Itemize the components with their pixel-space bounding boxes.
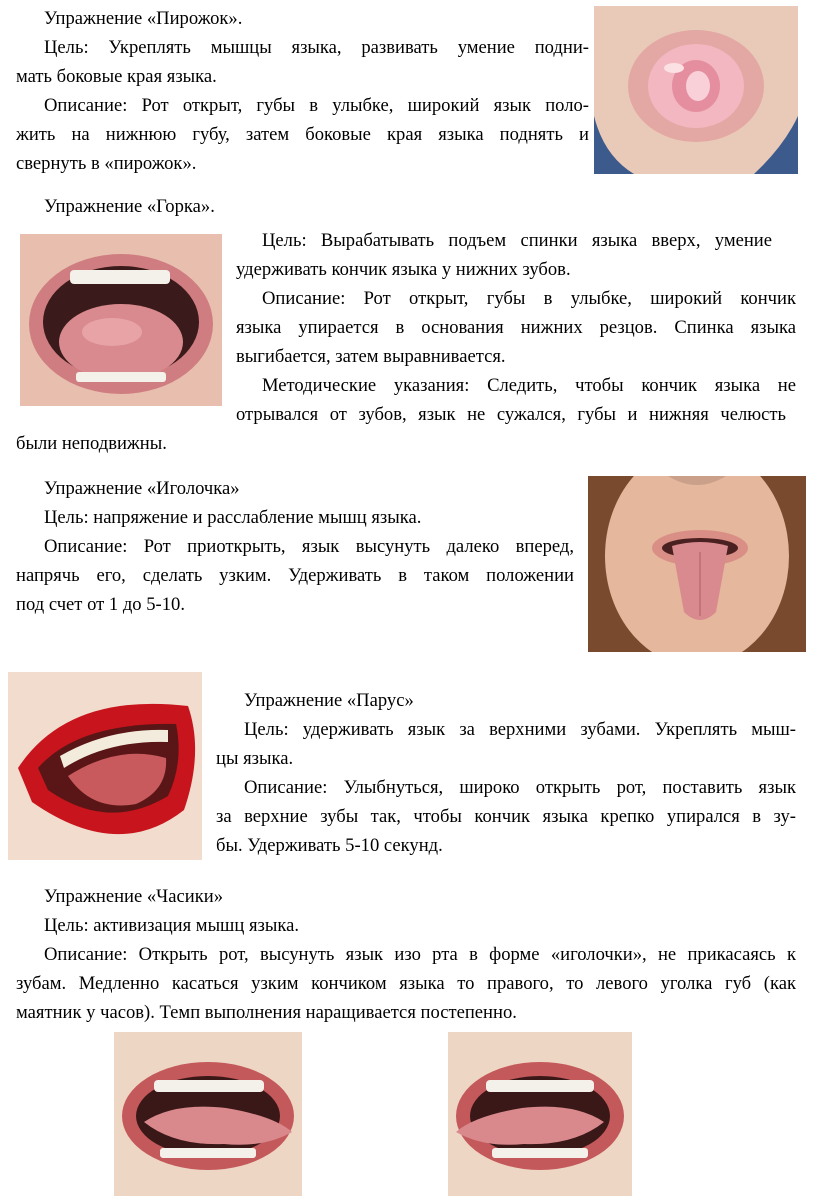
ex4-title: Упражнение «Парус» [244, 690, 414, 711]
ex4-goal-line2: цы языка. [216, 748, 294, 769]
ex4-desc-line3: бы. Удерживать 5-10 секунд. [216, 835, 443, 856]
ex2-note-line1: Методические указания: Следить, чтобы кончик языка не [262, 375, 796, 396]
ex2-goal-line1: Цель: Вырабатывать подъем спинки языка вверх, умение [262, 230, 772, 251]
ex3-photo-igolochka [588, 476, 806, 652]
ex2-note-line2: отрывался от зубов, язык не сужался, губы и нижняя челюсть [236, 404, 786, 425]
ex3-desc-line2: напрячь его, сделать узким. Удерживать в таком положении [16, 565, 574, 586]
ex1-goal-line2: мать боковые края языка. [16, 66, 217, 87]
ex5-photo-chasiki-left [448, 1032, 632, 1196]
ex4-desc-line1: Описание: Улыбнуться, широко открыть рот, поставить язык [244, 777, 796, 798]
ex1-photo-pirozhok [594, 6, 798, 174]
ex2-title: Упражнение «Горка». [44, 196, 215, 217]
ex1-title: Упражнение «Пирожок». [44, 8, 243, 29]
ex3-goal: Цель: напряжение и расслабление мышц языка. [44, 507, 422, 528]
ex2-desc-line2: языка упирается в основания нижних резцов. Спинка языка [236, 317, 796, 338]
ex5-title: Упражнение «Часики» [44, 886, 224, 907]
ex1-desc-line3: свернуть в «пирожок». [16, 153, 197, 174]
ex4-goal-line1: Цель: удерживать язык за верхними зубами. Укреплять мыш- [244, 719, 796, 740]
ex5-desc-line1: Описание: Открыть рот, высунуть язык изо рта в форме «иголочки», не прикасаясь к [44, 944, 796, 965]
ex3-desc-line1: Описание: Рот приоткрыть, язык высунуть далеко вперед, [44, 536, 574, 557]
ex4-desc-line2: за верхние зубы так, чтобы кончик языка крепко упирался в зу- [216, 806, 796, 827]
ex2-desc-line3: выгибается, затем выравнивается. [236, 346, 506, 367]
ex2-photo-gorka [20, 234, 222, 406]
ex5-desc-line3: маятник у часов). Темп выполнения наращивается постепенно. [16, 1002, 517, 1023]
ex3-title: Упражнение «Иголочка» [44, 478, 240, 499]
ex5-goal: Цель: активизация мышц языка. [44, 915, 300, 936]
ex1-goal-line1: Цель: Укреплять мышцы языка, развивать умение подни- [44, 37, 589, 58]
ex1-desc-line2: жить на нижнюю губу, затем боковые края языка поднять и [16, 124, 589, 145]
ex2-desc-line1: Описание: Рот открыт, губы в улыбке, широкий кончик [262, 288, 796, 309]
ex2-goal-line2: удерживать кончик языка у нижних зубов. [236, 259, 571, 280]
ex5-photo-chasiki-right [114, 1032, 302, 1196]
ex1-desc-line1: Описание: Рот открыт, губы в улыбке, широкий язык поло- [44, 95, 589, 116]
ex4-photo-parus [8, 672, 202, 860]
ex5-desc-line2: зубам. Медленно касаться узким кончиком языка то правого, то левого уголка губ (как [16, 973, 796, 994]
ex3-desc-line3: под счет от 1 до 5-10. [16, 594, 185, 615]
ex2-note-line3: были неподвижны. [16, 433, 167, 454]
